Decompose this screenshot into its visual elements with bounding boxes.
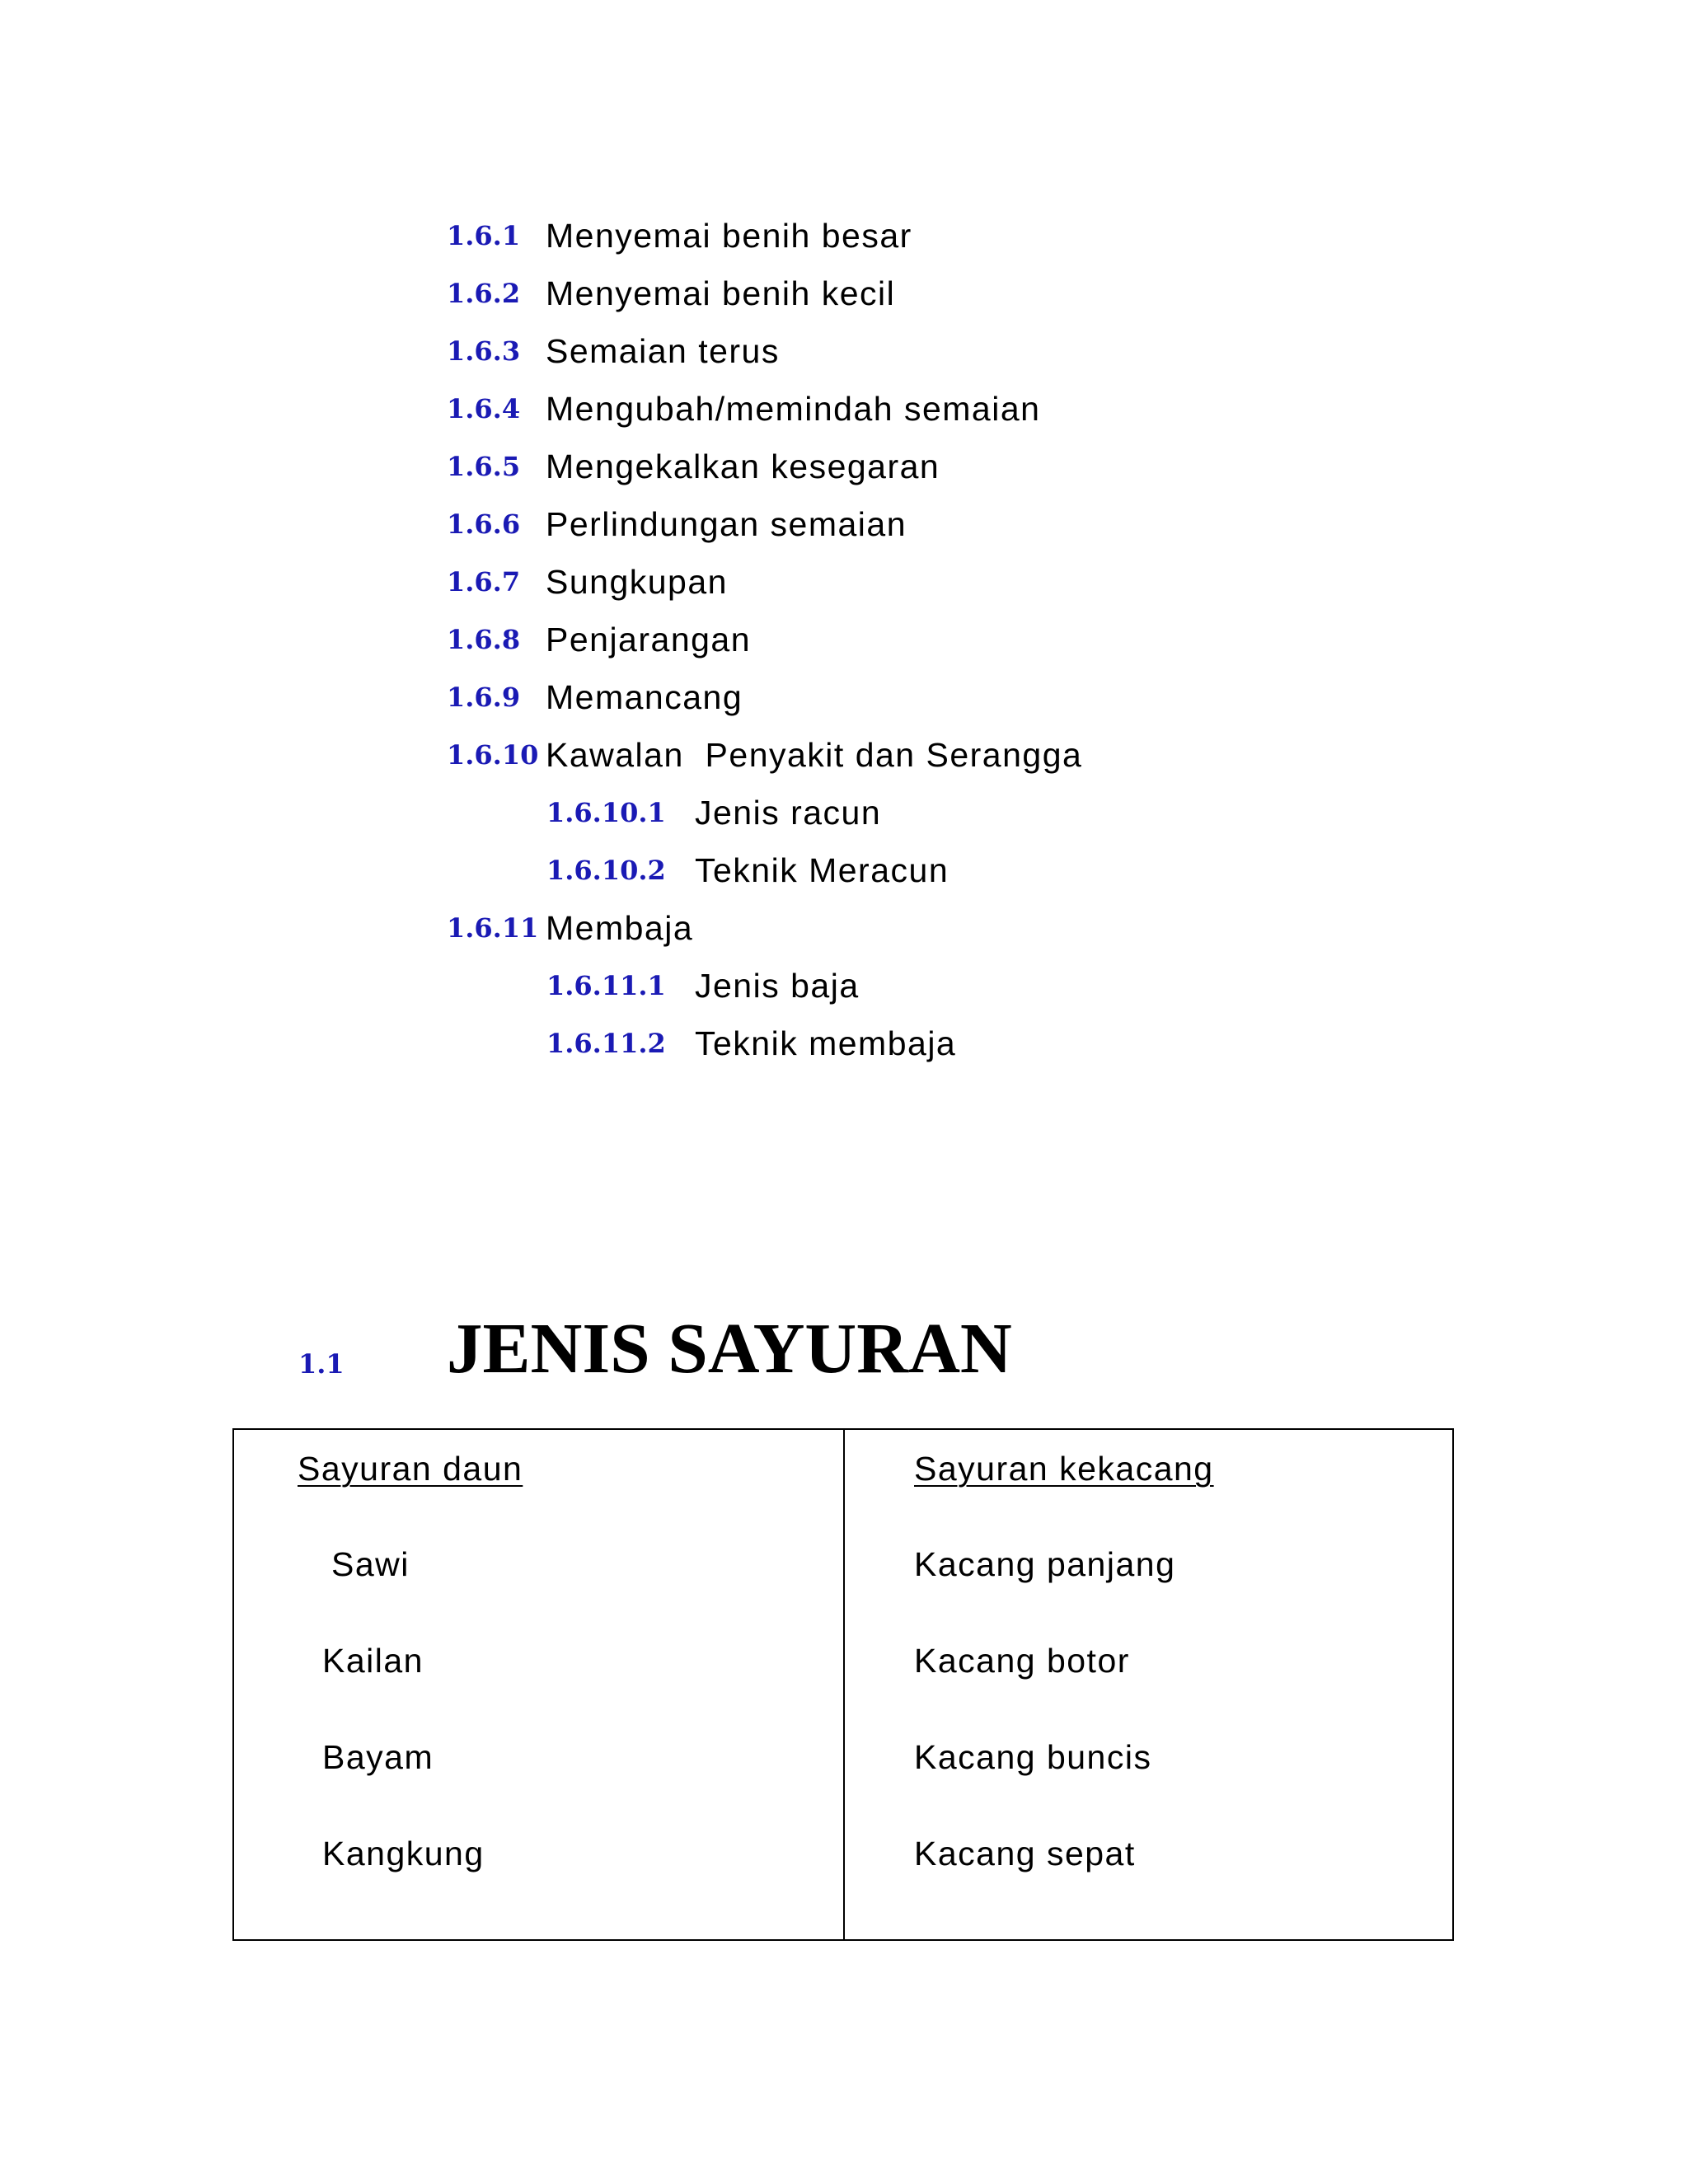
toc-subitem-number: 1.6.11.2 (546, 1028, 666, 1059)
toc-subitem (546, 790, 881, 836)
left-column-heading: Sayuran daun (298, 1450, 523, 1488)
toc-item-label: Kawalan Penyakit dan Serangga (546, 735, 1083, 774)
right-column-item: Kacang buncis (914, 1738, 1152, 1776)
toc-item-label: Penjarangan (546, 620, 752, 658)
toc-subitem-number: 1.6.10.2 (546, 855, 666, 886)
vegetable-table (232, 1428, 1454, 1941)
toc-item-number: 1.6.9 (447, 682, 521, 713)
toc-item (447, 616, 751, 663)
toc-item-number: 1.6.5 (447, 451, 521, 482)
toc-item-number: 1.6.2 (447, 278, 521, 309)
toc-item-number: 1.6.10 (447, 739, 539, 771)
toc-item (447, 443, 940, 490)
toc-subitem (546, 1020, 956, 1066)
toc-item-number: 1.6.8 (447, 624, 521, 655)
section-number: 1.1 (298, 1348, 345, 1380)
toc-subitem-label: Jenis racun (695, 793, 882, 832)
toc-subitem-label: Teknik Meracun (695, 851, 950, 889)
toc-item-label: Mengubah/memindah semaian (546, 389, 1041, 428)
left-column-item: Sawi (331, 1545, 410, 1583)
toc-item (447, 674, 743, 720)
toc-item (447, 501, 907, 547)
toc-item-label: Mengekalkan kesegaran (546, 447, 940, 485)
toc-subitem-label: Teknik membaja (695, 1024, 957, 1062)
left-column-item: Kailan (322, 1642, 424, 1680)
right-column-item: Kacang panjang (914, 1545, 1176, 1583)
toc-item-number: 1.6.7 (447, 566, 521, 598)
toc-item (447, 905, 693, 951)
section-title: JENIS SAYURAN (447, 1308, 1012, 1388)
toc-item-label: Menyemai benih kecil (546, 274, 896, 312)
left-column-item: Kangkung (322, 1835, 485, 1872)
toc-item-label: Perlindungan semaian (546, 504, 907, 543)
toc-item-label: Memancang (546, 677, 743, 716)
toc-item-number: 1.6.6 (447, 509, 521, 540)
toc-item (447, 559, 728, 605)
right-column-item: Kacang sepat (914, 1835, 1136, 1872)
toc-item-number: 1.6.1 (447, 220, 521, 251)
toc-item-label: Sungkupan (546, 562, 728, 601)
toc-subitem (546, 847, 949, 893)
toc-item (447, 328, 780, 374)
toc-subitem (546, 963, 860, 1009)
right-column-heading: Sayuran kekacang (914, 1450, 1214, 1488)
toc-subitem-number: 1.6.11.1 (546, 970, 666, 1001)
toc-item-number: 1.6.11 (447, 912, 539, 944)
toc-item-number: 1.6.4 (447, 393, 521, 424)
toc-item (447, 386, 1040, 432)
column-divider (843, 1430, 845, 1939)
right-column-item: Kacang botor (914, 1642, 1130, 1680)
toc-item (447, 270, 895, 316)
toc-item-label: Menyemai benih besar (546, 216, 912, 255)
toc-subitem-label: Jenis baja (695, 966, 860, 1005)
toc-subitem-number: 1.6.10.1 (546, 797, 666, 828)
toc-item-label: Semaian terus (546, 331, 780, 370)
left-column-item: Bayam (322, 1738, 434, 1776)
toc-item-number: 1.6.3 (447, 335, 521, 367)
toc-item (447, 213, 912, 259)
toc-item (447, 732, 1082, 778)
toc-item-label: Membaja (546, 908, 694, 947)
